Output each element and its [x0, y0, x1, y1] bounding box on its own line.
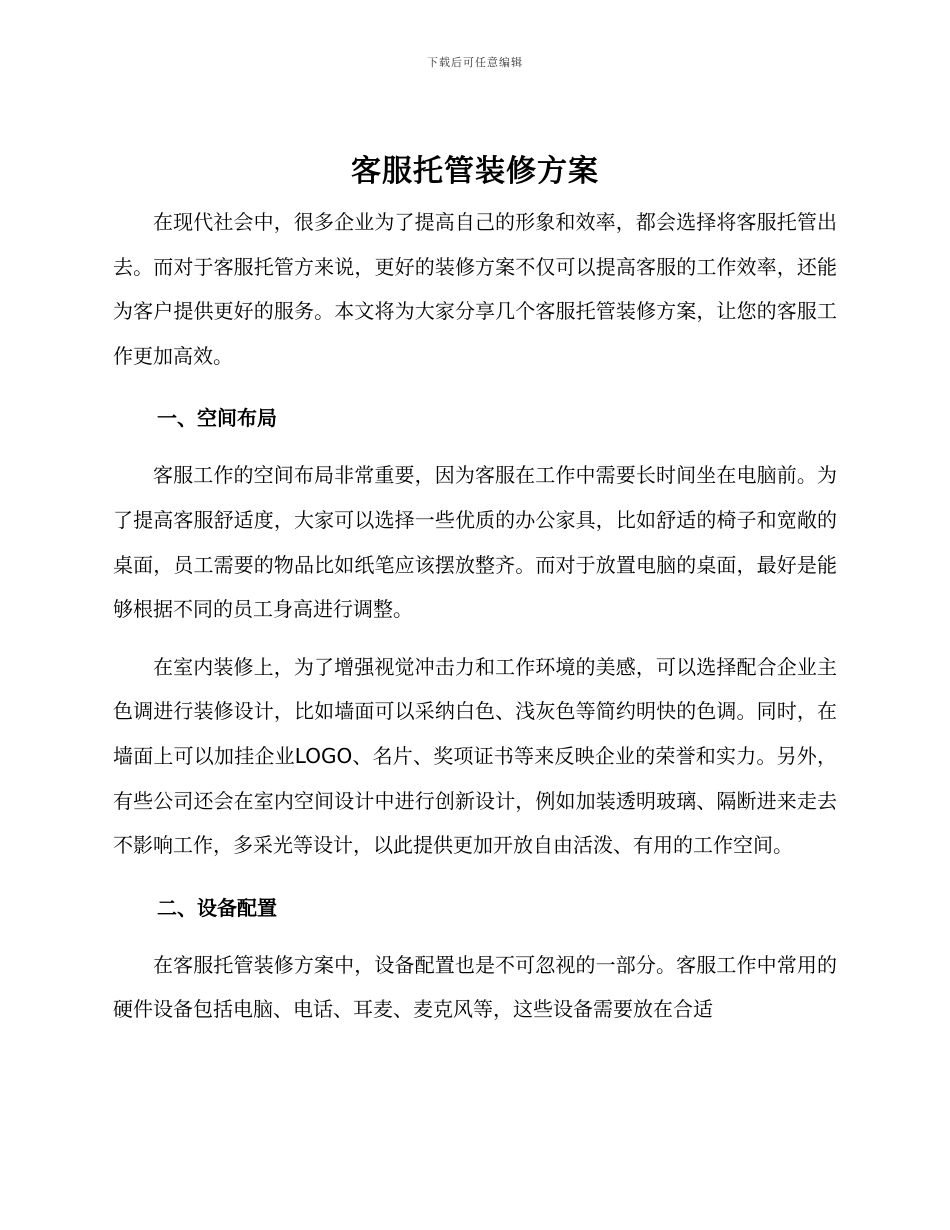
section-equipment-paragraph-1: 在客服托管装修方案中，设备配置也是不可忽视的一部分。客服工作中常用的硬件设备包括电脑、电话、耳麦、麦克风等，这些设备需要放在合适 [113, 952, 837, 1022]
section-layout-paragraph-2: 在室内装修上，为了增强视觉冲击力和工作环境的美感，可以选择配合企业主色调进行装修设计，比如墙面可以采纳白色、浅灰色等简约明快的色调。同时，在墙面上可以加挂企业LOGO、名片、奖项证书等来反映企业的荣誉和实力。另外，有些公司还会在室内空间设计中进行创新设计，例如加装透明玻璃、隔断进来走去不影响工作，多采光等设计，以此提供更加开放自由活泼、有用的工作空间。 [113, 654, 837, 858]
section-heading-layout: 一、空间布局 [157, 406, 277, 431]
intro-paragraph: 在现代社会中，很多企业为了提高自己的形象和效率，都会选择将客服托管出去。而对于客服托管方来说，更好的装修方案不仅可以提高客服的工作效率，还能为客户提供更好的服务。本文将为大家分享几个客服托管装修方案，让您的客服工作更加高效。 [113, 210, 837, 368]
document-body [113, 200, 837, 1032]
section-layout-paragraph-1: 客服工作的空间布局非常重要，因为客服在工作中需要长时间坐在电脑前。为了提高客服舒适度，大家可以选择一些优质的办公家具，比如舒适的椅子和宽敞的桌面，员工需要的物品比如纸笔应该摆放整齐。而对于放置电脑的桌面，最好是能够根据不同的员工身高进行调整。 [113, 463, 837, 622]
section-heading-equipment: 二、设备配置 [157, 895, 277, 920]
document-title: 客服托管装修方案 [351, 154, 599, 189]
header-note: 下载后可任意编辑 [427, 56, 523, 69]
